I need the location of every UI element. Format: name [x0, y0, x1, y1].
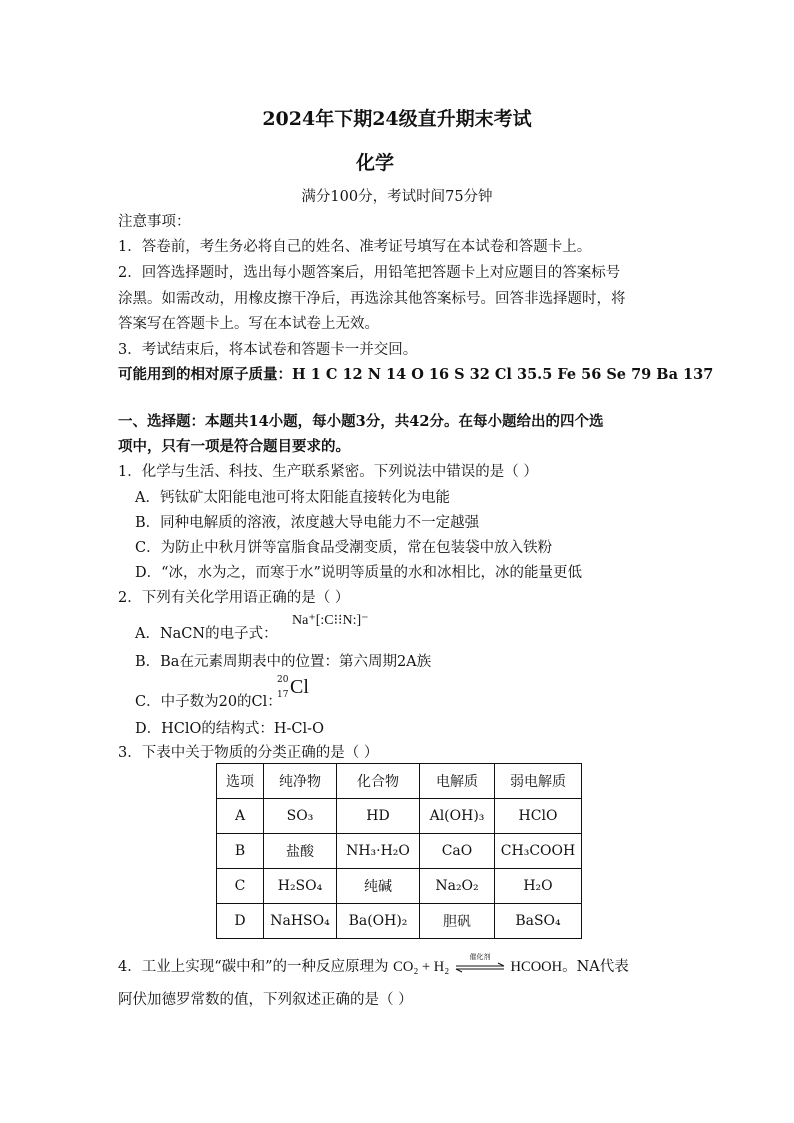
table-cell: 胆矾 [420, 904, 495, 939]
table-header-row [217, 764, 582, 799]
nacn-electron-formula: Na⁺[:C⁝⁝N:]⁻ [292, 613, 369, 628]
table-cell: D [217, 904, 264, 939]
q1-option-c: C．为防止中秋月饼等富脂食品受潮变质，常在包装袋中放入铁粉 [135, 540, 553, 556]
q2-option-a-text: A．NaCN的电子式： [135, 626, 278, 642]
notes-heading: 注意事项： [118, 214, 191, 230]
table-cell: 纯碱 [337, 869, 420, 904]
table-row [217, 834, 582, 869]
note-item: 涂黑。如需改动，用橡皮擦干净后，再选涂其他答案标号。回答非选择题时，将 [118, 291, 626, 307]
table-row [217, 869, 582, 904]
q2-option-c: C．中子数为20的Cl： [135, 694, 282, 710]
table-header-cell: 弱电解质 [495, 764, 582, 799]
question-4-line-1 [118, 955, 629, 976]
q2-option-a [135, 622, 278, 643]
table-cell: B [217, 834, 264, 869]
table-header-cell: 纯净物 [264, 764, 337, 799]
table-cell: BaSO₄ [495, 904, 582, 939]
q1-option-d: D．“冰，水为之，而寒于水”说明等质量的水和冰相比，冰的能量更低 [135, 565, 582, 581]
table-cell: H₂SO₄ [264, 869, 337, 904]
table-cell: Al(OH)₃ [420, 799, 495, 834]
table-header-cell: 化合物 [337, 764, 420, 799]
q1-option-b: B．同种电解质的溶液，浓度越大导电能力不一定越强 [135, 515, 480, 531]
q1-option-a: A．钙钛矿太阳能电池可将太阳能直接转化为电能 [135, 490, 450, 506]
question-1-stem: 1．化学与生活、科技、生产联系紧密。下列说法中错误的是（ ） [118, 464, 538, 480]
table-cell: HD [337, 799, 420, 834]
equilibrium-arrow-icon [454, 960, 506, 974]
table-cell: 盐酸 [264, 834, 337, 869]
q2-option-d: D．HClO的结构式：H-Cl-O [135, 721, 324, 737]
q4-text-pre: 4．工业上实现“碳中和”的一种反应原理为 [118, 959, 389, 975]
section-heading: 一、选择题：本题共14小题，每小题3分，共42分。在每小题给出的四个选 [118, 413, 604, 430]
section-heading-cont: 项中，只有一项是符合题目要求的。 [118, 438, 350, 455]
note-item: 答案写在答题卡上。写在本试卷上无效。 [118, 316, 379, 332]
cl-symbol: Cl [290, 676, 309, 698]
table-cell: CaO [420, 834, 495, 869]
exam-info: 满分100分，考试时间75分钟 [301, 189, 493, 205]
table-cell: H₂O [495, 869, 582, 904]
table-header-cell: 选项 [217, 764, 264, 799]
table-cell: A [217, 799, 264, 834]
table-cell: Ba(OH)₂ [337, 904, 420, 939]
q4-text-post: 。NA代表 [562, 959, 629, 975]
table-cell: HClO [495, 799, 582, 834]
table-cell: C [217, 869, 264, 904]
table-cell: NH₃·H₂O [337, 834, 420, 869]
classification-table [216, 763, 582, 939]
catalyst-label: 催化剂 [469, 953, 491, 961]
note-item: 2．回答选择题时，选出每小题答案后，用铅笔把答题卡上对应题目的答案标号 [118, 265, 621, 281]
reaction-arrow [454, 953, 506, 974]
question-3-stem: 3．下表中关于物质的分类正确的是（ ） [118, 745, 379, 761]
q4-product: HCOOH [510, 959, 563, 975]
exam-title: 2024年下期24级直升期末考试 [262, 108, 532, 130]
table-header-cell: 电解质 [420, 764, 495, 799]
atomic-masses: 可能用到的相对原子质量：H 1 C 12 N 14 O 16 S 32 Cl 35.5 Fe 56 Se 79 Ba 137 [118, 366, 714, 383]
question-4-line-2: 阿伏加德罗常数的值，下列叙述正确的是（ ） [118, 992, 413, 1008]
q2-option-b: B．Ba在元素周期表中的位置：第六周期2A族 [135, 654, 432, 670]
table-row [217, 799, 582, 834]
exam-subject: 化学 [356, 152, 395, 174]
note-item: 1．答卷前，考生务必将自己的姓名、准考证号填写在本试卷和答题卡上。 [118, 239, 592, 255]
cl-atomic-number: 17 [277, 690, 289, 700]
cl-mass-number: 20 [277, 675, 289, 685]
note-item: 3．考试结束后，将本试卷和答题卡一并交回。 [118, 342, 418, 358]
table-cell: NaHSO₄ [264, 904, 337, 939]
table-cell: Na₂O₂ [420, 869, 495, 904]
table-cell: SO₃ [264, 799, 337, 834]
question-2-stem: 2．下列有关化学用语正确的是（ ） [118, 590, 350, 606]
table-row [217, 904, 582, 939]
table-cell: CH₃COOH [495, 834, 582, 869]
q4-reactants: CO₂ + H₂ [393, 959, 450, 975]
